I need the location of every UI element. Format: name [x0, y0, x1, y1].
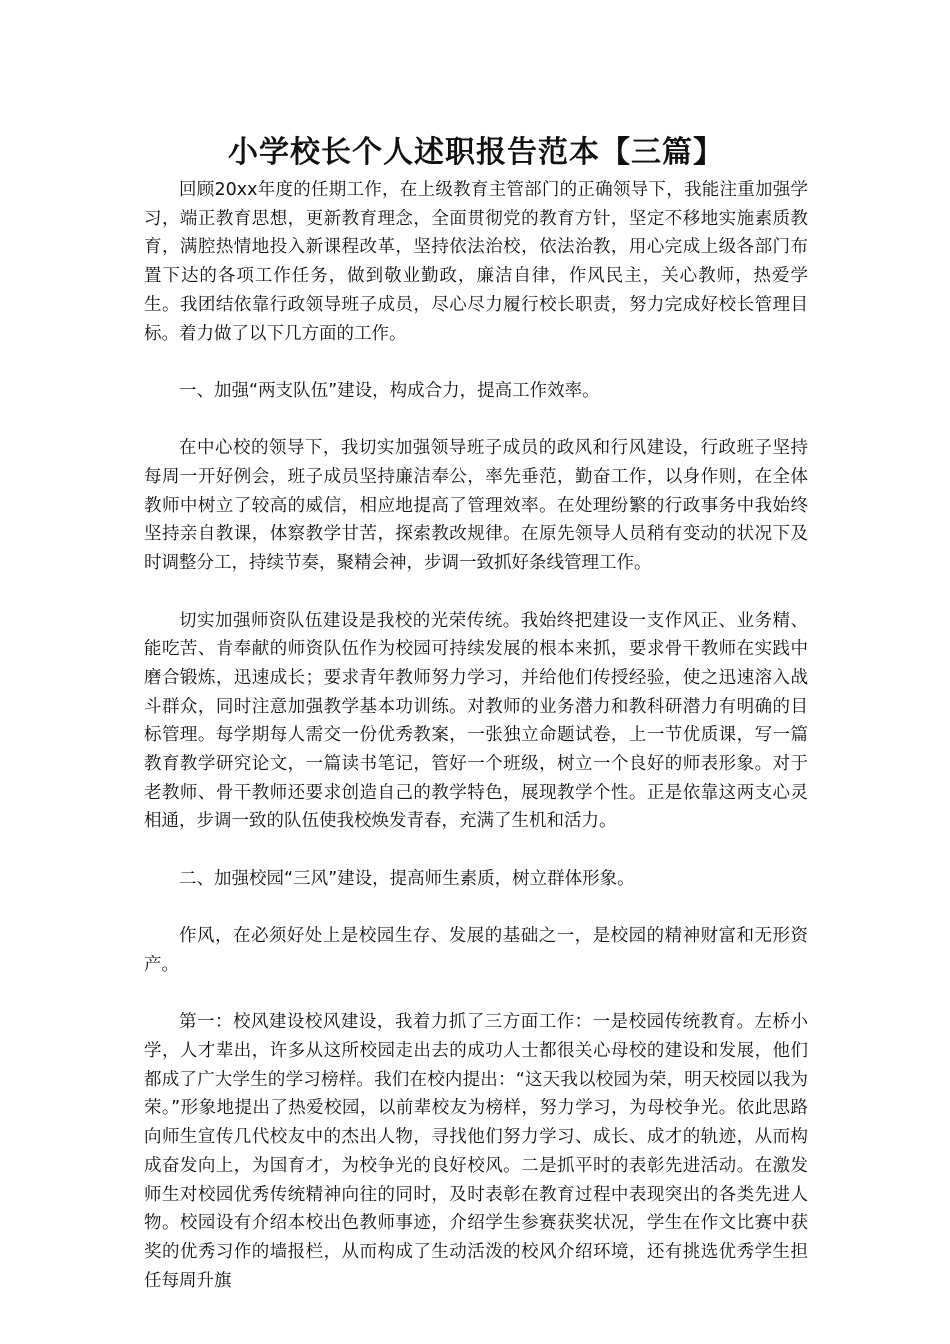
paragraph-spacer [144, 348, 808, 377]
section-heading-two: 二、加强校园“三风”建设，提高师生素质，树立群体形象。 [179, 868, 635, 889]
paragraph-style: 作风，在必须好处上是校园生存、发展的基础之一，是校园的精神财富和无形资产。 [144, 926, 808, 975]
paragraph-spacer [144, 836, 808, 865]
paragraph-spacer [144, 980, 808, 1009]
paragraph-school-spirit: 第一：校风建设校风建设，我着力抓了三方面工作：一是校园传统教育。左桥小学，人才辈出，许多从这所校园走出去的成功人士都很关心母校的建设和发展，他们都成了广大学生的学习榜样。我们在校内提出：“这天我以校园为荣，明天校园以我为荣。”形象地提出了热爱校园，以前辈校友为榜样，努力学习，为母校争光。依此思路向师生宣传几代校友中的杰出人物，寻找他们努力学习、成长、成才的轨迹，从而构成奋发向上，为国育才，为校争光的良好校风。二是抓平时的表彰先进活动。在激发师生对校园优秀传统精神向往的同时，及时表彰在教育过程中表现突出的各类先进人物。校园设有介绍本校出色教师事迹，介绍学生参赛获奖状况，学生在作文比赛中获奖的优秀习作的墙报栏，从而构成了生动活泼的校风介绍环境，还有挑选优秀学生担任每周升旗 [144, 1012, 808, 1291]
section-heading-one: 一、加强“两支队伍”建设，构成合力，提高工作效率。 [179, 380, 600, 401]
paragraph-spacer [144, 406, 808, 435]
paragraph-leadership: 在中心校的领导下，我切实加强领导班子成员的政风和行风建设，行政班子坚持每周一开好例会，班子成员坚持廉洁奉公，率先垂范，勤奋工作，以身作则，在全体教师中树立了较高的威信，相应地提高了管理效率。在处理纷繁的行政事务中我始终坚持亲自教课，体察教学甘苦，探索教改规律。在原先领导人员稍有变动的状况下及时调整分工，持续节奏，聚精会神，步调一致抓好条线管理工作。 [144, 438, 808, 574]
paragraph-intro: 回顾20xx年度的任期工作，在上级教育主管部门的正确领导下，我能注重加强学习，端正教育思想，更新教育理念，全面贯彻党的教育方针，坚定不移地实施素质教育，满腔热情地投入新课程改革，坚持依法治校，依法治教，用心完成上级各部门布置下达的各项工作任务，做到敬业勤政，廉洁自律，作风民主，关心教师，热爱学生。我团结依靠行政领导班子成员，尽心尽力履行校长职责，努力完成好校长管理目标。着力做了以下几方面的工作。 [144, 180, 808, 344]
document-title: 小学校长个人述职报告范本【三篇】 [228, 135, 724, 170]
paragraph-spacer [144, 894, 808, 923]
paragraph-spacer [144, 578, 808, 607]
document-page [144, 134, 808, 1295]
paragraph-teachers: 切实加强师资队伍建设是我校的光荣传统。我始终把建设一支作风正、业务精、能吃苦、肯奉献的师资队伍作为校园可持续发展的根本来抓，要求骨干教师在实践中磨合锻炼，迅速成长；要求青年教师努力学习，并给他们传授经验，使之迅速溶入战斗群众，同时注意加强教学基本功训练。对教师的业务潜力和教科研潜力有明确的目标管理。每学期每人需交一份优秀教案，一张独立命题试卷，上一节优质课，写一篇教育教学研究论文，一篇读书笔记，管好一个班级，树立一个良好的师表形象。对于老教师、骨干教师还要求创造自己的教学特色，展现教学个性。正是依靠这两支心灵相通，步调一致的队伍使我校焕发青春，充满了生机和活力。 [144, 610, 808, 832]
